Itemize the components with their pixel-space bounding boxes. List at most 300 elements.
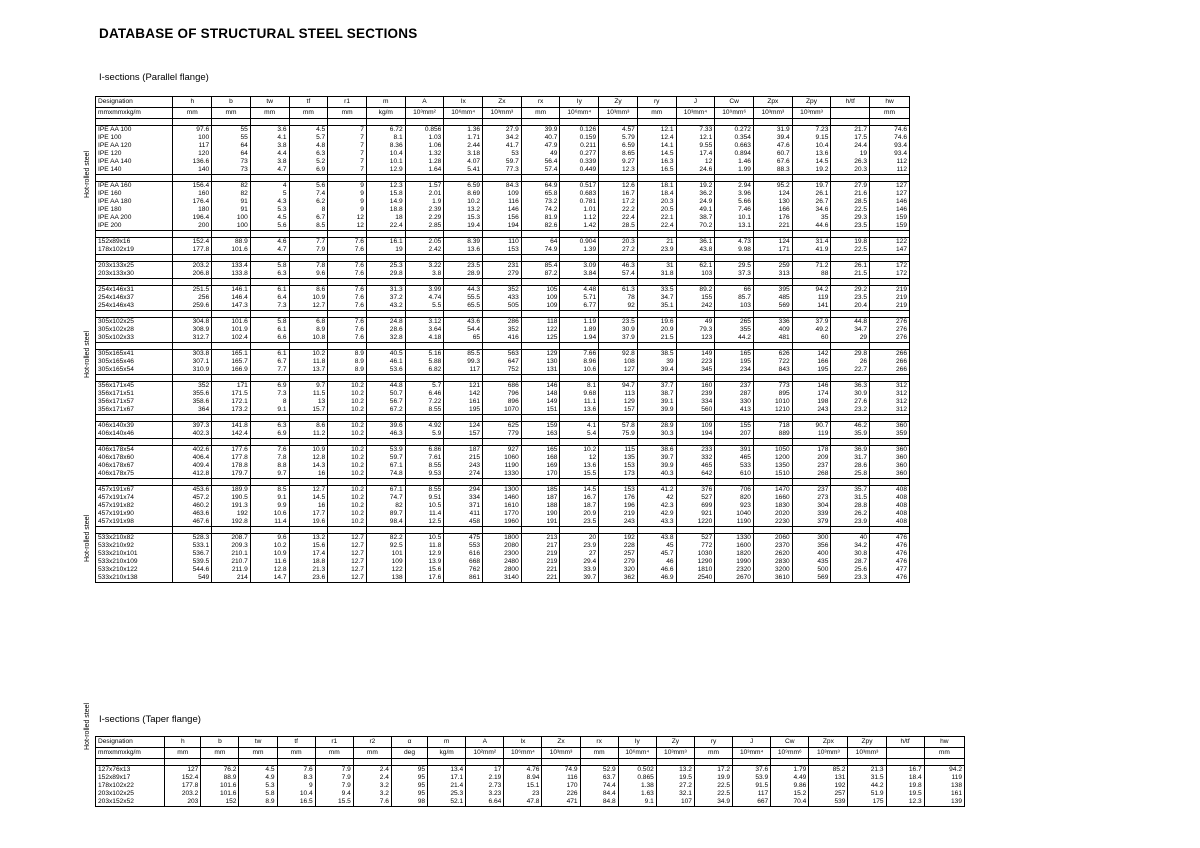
value-cell: 25.8 bbox=[831, 470, 870, 479]
value-cell: 6.2 bbox=[289, 198, 328, 206]
value-cell: 11.8 bbox=[289, 358, 328, 366]
table-row bbox=[96, 238, 910, 247]
value-cell: 13.9 bbox=[405, 558, 444, 566]
value-cell: 8.8 bbox=[250, 462, 289, 470]
value-cell: 773 bbox=[753, 382, 792, 391]
header-cell: h/tf bbox=[886, 737, 924, 748]
value-cell: 1.06 bbox=[405, 142, 444, 150]
value-cell: 74.9 bbox=[521, 246, 560, 255]
spacer-cell bbox=[405, 231, 444, 238]
value-cell: 307.1 bbox=[173, 358, 212, 366]
value-cell: 6.1 bbox=[250, 286, 289, 295]
value-cell: 9.51 bbox=[405, 494, 444, 502]
spacer-cell bbox=[694, 759, 732, 766]
value-cell: 101.6 bbox=[201, 790, 239, 798]
value-cell: 5.3 bbox=[250, 206, 289, 214]
value-cell: 23.9 bbox=[637, 246, 676, 255]
spacer-cell bbox=[753, 343, 792, 350]
header-cell: Zpy bbox=[792, 97, 831, 108]
table-row bbox=[96, 126, 910, 135]
value-cell: 923 bbox=[715, 502, 754, 510]
value-cell: 334 bbox=[444, 494, 483, 502]
value-cell: 15.6 bbox=[405, 566, 444, 574]
spacer-cell bbox=[328, 231, 367, 238]
spacer-cell bbox=[831, 311, 870, 318]
value-cell: 5.5 bbox=[405, 302, 444, 311]
designation-cell: 305x165x54 bbox=[96, 366, 173, 375]
value-cell: 64.9 bbox=[521, 182, 560, 191]
value-cell: 7.6 bbox=[328, 318, 367, 327]
value-cell: 13.2 bbox=[289, 534, 328, 543]
value-cell: 2540 bbox=[676, 574, 715, 583]
spacer-cell bbox=[173, 415, 212, 422]
value-cell: 60.7 bbox=[753, 150, 792, 158]
value-cell: 752 bbox=[483, 366, 522, 375]
spacer-cell bbox=[444, 175, 483, 182]
table-row bbox=[96, 486, 910, 495]
value-cell: 1220 bbox=[676, 518, 715, 527]
value-cell: 6.3 bbox=[250, 270, 289, 279]
value-cell: 28.9 bbox=[637, 422, 676, 431]
designation-cell: 406x178x67 bbox=[96, 462, 173, 470]
spacer-cell bbox=[637, 255, 676, 262]
spacer-cell bbox=[405, 175, 444, 182]
value-cell: 122 bbox=[870, 238, 910, 247]
value-cell: 25.3 bbox=[366, 262, 405, 271]
header-cell: mm bbox=[277, 748, 315, 759]
header-cell: J bbox=[676, 97, 715, 108]
value-cell: 0.856 bbox=[405, 126, 444, 135]
value-cell: 195 bbox=[792, 366, 831, 375]
value-cell: 148 bbox=[521, 390, 560, 398]
value-cell: 9.1 bbox=[250, 406, 289, 415]
side-label-1: Hot-rolled steel bbox=[84, 150, 91, 198]
value-cell: 93.4 bbox=[870, 142, 910, 150]
value-cell: 569 bbox=[792, 574, 831, 583]
value-cell: 152.4 bbox=[173, 238, 212, 247]
value-cell: 1.12 bbox=[560, 214, 599, 222]
table-row bbox=[96, 534, 910, 543]
value-cell: 16.7 bbox=[560, 494, 599, 502]
value-cell: 31.7 bbox=[831, 454, 870, 462]
value-cell: 2.44 bbox=[444, 142, 483, 150]
value-cell: 117 bbox=[173, 142, 212, 150]
value-cell: 15.5 bbox=[315, 798, 353, 807]
value-cell: 95.2 bbox=[753, 182, 792, 191]
value-cell: 10.5 bbox=[405, 502, 444, 510]
spacer-cell bbox=[405, 343, 444, 350]
value-cell: 9 bbox=[277, 782, 315, 790]
value-cell: 74.6 bbox=[870, 126, 910, 135]
spacer-cell bbox=[831, 527, 870, 534]
spacer-cell bbox=[870, 279, 910, 286]
spacer-cell bbox=[212, 527, 251, 534]
value-cell: 38.6 bbox=[637, 446, 676, 455]
value-cell: 20.4 bbox=[831, 302, 870, 311]
spacer-cell bbox=[173, 479, 212, 486]
value-cell: 243 bbox=[599, 518, 638, 527]
value-cell: 339 bbox=[792, 510, 831, 518]
header-cell: 10³mm⁴ bbox=[733, 748, 771, 759]
value-cell: 47.9 bbox=[521, 142, 560, 150]
value-cell: 129 bbox=[521, 350, 560, 359]
value-cell: 312 bbox=[870, 382, 910, 391]
table-row bbox=[96, 286, 910, 295]
value-cell: 57.8 bbox=[599, 422, 638, 431]
table-row bbox=[96, 150, 910, 158]
value-cell: 130 bbox=[753, 198, 792, 206]
value-cell: 10.2 bbox=[328, 486, 367, 495]
value-cell: 26.2 bbox=[831, 510, 870, 518]
value-cell: 310.9 bbox=[173, 366, 212, 375]
value-cell: 29.5 bbox=[715, 262, 754, 271]
header-cell: 10⁹mm⁶ bbox=[771, 748, 809, 759]
value-cell: 121 bbox=[444, 382, 483, 391]
value-cell: 93.4 bbox=[870, 150, 910, 158]
spacer-cell bbox=[444, 279, 483, 286]
value-cell: 10.6 bbox=[250, 510, 289, 518]
group-spacer bbox=[96, 279, 910, 286]
spacer-cell bbox=[328, 375, 367, 382]
spacer-cell bbox=[96, 759, 165, 766]
spacer-cell bbox=[676, 119, 715, 126]
value-cell: 6.86 bbox=[405, 446, 444, 455]
spacer-cell bbox=[831, 343, 870, 350]
designation-cell: 533x210x92 bbox=[96, 542, 173, 550]
value-cell: 308.9 bbox=[173, 326, 212, 334]
value-cell: 0.781 bbox=[560, 198, 599, 206]
value-cell: 11.2 bbox=[289, 430, 328, 439]
spacer-cell bbox=[212, 415, 251, 422]
value-cell: 192 bbox=[599, 534, 638, 543]
designation-cell: 305x102x25 bbox=[96, 318, 173, 327]
value-cell: 1.39 bbox=[560, 246, 599, 255]
value-cell: 24.9 bbox=[676, 198, 715, 206]
spacer-cell bbox=[870, 343, 910, 350]
value-cell: 33.9 bbox=[560, 566, 599, 574]
value-cell: 39.9 bbox=[521, 126, 560, 135]
value-cell: 7.33 bbox=[676, 126, 715, 135]
value-cell: 6.4 bbox=[250, 294, 289, 302]
value-cell: 23.5 bbox=[444, 262, 483, 271]
value-cell: 16.1 bbox=[366, 238, 405, 247]
spacer-cell bbox=[753, 119, 792, 126]
value-cell: 13.6 bbox=[560, 462, 599, 470]
value-cell: 5.7 bbox=[289, 134, 328, 142]
value-cell: 228 bbox=[599, 542, 638, 550]
spacer-cell bbox=[753, 311, 792, 318]
value-cell: 1990 bbox=[715, 558, 754, 566]
designation-cell: 203x152x52 bbox=[96, 798, 165, 807]
value-cell: 1300 bbox=[483, 486, 522, 495]
value-cell: 127 bbox=[870, 182, 910, 191]
header-cell: h bbox=[173, 97, 212, 108]
value-cell: 19.8 bbox=[886, 782, 924, 790]
value-cell: 560 bbox=[676, 406, 715, 415]
value-cell: 30.9 bbox=[599, 326, 638, 334]
designation-cell: 305x102x33 bbox=[96, 334, 173, 343]
value-cell: 39.4 bbox=[637, 366, 676, 375]
value-cell: 14.3 bbox=[289, 462, 328, 470]
value-cell: 108 bbox=[599, 358, 638, 366]
spacer-cell bbox=[173, 231, 212, 238]
spacer-cell bbox=[96, 255, 173, 262]
value-cell: 10.2 bbox=[250, 542, 289, 550]
spacer-cell bbox=[676, 231, 715, 238]
value-cell: 189.9 bbox=[212, 486, 251, 495]
value-cell: 9 bbox=[328, 206, 367, 214]
value-cell: 133.4 bbox=[212, 262, 251, 271]
value-cell: 117 bbox=[444, 366, 483, 375]
value-cell: 101.6 bbox=[212, 246, 251, 255]
value-cell: 56.7 bbox=[366, 398, 405, 406]
value-cell: 1190 bbox=[483, 462, 522, 470]
value-cell: 59.7 bbox=[483, 158, 522, 166]
spacer-cell bbox=[637, 415, 676, 422]
spacer-cell bbox=[599, 343, 638, 350]
value-cell: 239 bbox=[676, 390, 715, 398]
header-cell: kg/m bbox=[366, 108, 405, 119]
spacer-cell bbox=[676, 479, 715, 486]
spacer-cell bbox=[676, 527, 715, 534]
value-cell: 12.6 bbox=[599, 182, 638, 191]
header-cell: rx bbox=[580, 737, 618, 748]
value-cell: 28.9 bbox=[444, 270, 483, 279]
value-cell: 5.88 bbox=[405, 358, 444, 366]
value-cell: 95 bbox=[391, 790, 427, 798]
value-cell: 113 bbox=[599, 390, 638, 398]
value-cell: 7.9 bbox=[315, 766, 353, 775]
value-cell: 40 bbox=[831, 534, 870, 543]
value-cell: 56.4 bbox=[521, 158, 560, 166]
value-cell: 3.8 bbox=[405, 270, 444, 279]
value-cell: 12.3 bbox=[366, 182, 405, 191]
value-cell: 268 bbox=[792, 470, 831, 479]
value-cell: 122 bbox=[521, 326, 560, 334]
value-cell: 896 bbox=[483, 398, 522, 406]
spacer-cell bbox=[483, 231, 522, 238]
designation-cell: 533x210x109 bbox=[96, 558, 173, 566]
value-cell: 408 bbox=[870, 494, 910, 502]
value-cell: 64 bbox=[212, 150, 251, 158]
value-cell: 37.7 bbox=[637, 382, 676, 391]
value-cell: 345 bbox=[676, 366, 715, 375]
value-cell: 8.9 bbox=[328, 350, 367, 359]
value-cell: 31.9 bbox=[753, 126, 792, 135]
value-cell: 10.2 bbox=[560, 446, 599, 455]
designation-cell: 203x133x30 bbox=[96, 270, 173, 279]
spacer-cell bbox=[715, 343, 754, 350]
table-row bbox=[96, 766, 965, 775]
value-cell: 22.5 bbox=[694, 782, 732, 790]
value-cell: 46 bbox=[637, 558, 676, 566]
value-cell: 89.7 bbox=[366, 510, 405, 518]
spacer-cell bbox=[870, 527, 910, 534]
value-cell: 10.5 bbox=[405, 534, 444, 543]
spacer-cell bbox=[870, 439, 910, 446]
table-row bbox=[96, 398, 910, 406]
value-cell: 352 bbox=[483, 286, 522, 295]
value-cell: 1820 bbox=[715, 550, 754, 558]
value-cell: 103 bbox=[715, 302, 754, 311]
value-cell: 119 bbox=[792, 430, 831, 439]
value-cell: 259 bbox=[753, 262, 792, 271]
value-cell: 35.9 bbox=[831, 430, 870, 439]
value-cell: 187 bbox=[444, 446, 483, 455]
value-cell: 5.7 bbox=[405, 382, 444, 391]
spacer-cell bbox=[848, 759, 886, 766]
value-cell: 9 bbox=[328, 190, 367, 198]
spacer-cell bbox=[753, 279, 792, 286]
value-cell: 21.5 bbox=[637, 334, 676, 343]
value-cell: 31.4 bbox=[792, 238, 831, 247]
header-cell: Zy bbox=[599, 97, 638, 108]
spacer-cell bbox=[328, 279, 367, 286]
spacer-cell bbox=[212, 439, 251, 446]
spacer-cell bbox=[831, 479, 870, 486]
value-cell: 12.7 bbox=[328, 550, 367, 558]
value-cell: 21.3 bbox=[289, 566, 328, 574]
value-cell: 6.1 bbox=[250, 326, 289, 334]
value-cell: 39.4 bbox=[753, 134, 792, 142]
value-cell: 6.6 bbox=[250, 334, 289, 343]
spacer-cell bbox=[870, 375, 910, 382]
value-cell: 95 bbox=[391, 774, 427, 782]
side-label-2: Hot-rolled steel bbox=[84, 330, 91, 378]
value-cell: 8.9 bbox=[328, 366, 367, 375]
value-cell: 38.5 bbox=[637, 350, 676, 359]
value-cell: 7 bbox=[328, 142, 367, 150]
value-cell: 23.6 bbox=[289, 574, 328, 583]
value-cell: 94.2 bbox=[792, 286, 831, 295]
designation-cell: 254x146x31 bbox=[96, 286, 173, 295]
value-cell: 4.7 bbox=[250, 246, 289, 255]
value-cell: 4.5 bbox=[250, 214, 289, 222]
header-cell: 10⁶mm⁴ bbox=[444, 108, 483, 119]
value-cell: 157 bbox=[444, 430, 483, 439]
value-cell: 477 bbox=[870, 566, 910, 574]
value-cell: 397.3 bbox=[173, 422, 212, 431]
value-cell: 352 bbox=[173, 382, 212, 391]
value-cell: 146 bbox=[792, 382, 831, 391]
value-cell: 1770 bbox=[483, 510, 522, 518]
designation-cell: 305x102x28 bbox=[96, 326, 173, 334]
spacer-cell bbox=[366, 231, 405, 238]
value-cell: 476 bbox=[870, 550, 910, 558]
spacer-cell bbox=[212, 375, 251, 382]
spacer-cell bbox=[521, 479, 560, 486]
table-row bbox=[96, 470, 910, 479]
value-cell: 476 bbox=[870, 542, 910, 550]
header-cell: mm bbox=[315, 748, 353, 759]
spacer-cell bbox=[96, 527, 173, 534]
header-cell: 10³mm³ bbox=[483, 108, 522, 119]
spacer-cell bbox=[676, 415, 715, 422]
value-cell: 0.272 bbox=[715, 126, 754, 135]
designation-cell: 356x171x57 bbox=[96, 398, 173, 406]
value-cell: 8.5 bbox=[250, 486, 289, 495]
spacer-cell bbox=[366, 311, 405, 318]
value-cell: 4.5 bbox=[239, 766, 277, 775]
value-cell: 122 bbox=[366, 566, 405, 574]
table-row bbox=[96, 774, 965, 782]
spacer-cell bbox=[715, 527, 754, 534]
header-cell: α bbox=[391, 737, 427, 748]
value-cell: 1.63 bbox=[618, 790, 656, 798]
value-cell: 10.1 bbox=[715, 214, 754, 222]
value-cell: 210.7 bbox=[212, 558, 251, 566]
spacer-cell bbox=[405, 415, 444, 422]
spacer-cell bbox=[366, 527, 405, 534]
header-cell: Zy bbox=[656, 737, 694, 748]
value-cell: 1.01 bbox=[560, 206, 599, 214]
value-cell: 171.5 bbox=[212, 390, 251, 398]
value-cell: 46.3 bbox=[366, 430, 405, 439]
value-cell: 1030 bbox=[676, 550, 715, 558]
spacer-cell bbox=[733, 759, 771, 766]
value-cell: 13.2 bbox=[656, 766, 694, 775]
value-cell: 8.55 bbox=[405, 462, 444, 470]
spacer-cell bbox=[173, 311, 212, 318]
value-cell: 67.2 bbox=[366, 406, 405, 415]
header-cell: Ix bbox=[444, 97, 483, 108]
value-cell: 49.2 bbox=[792, 326, 831, 334]
spacer-cell bbox=[870, 415, 910, 422]
value-cell: 165 bbox=[715, 350, 754, 359]
value-cell: 91.5 bbox=[733, 782, 771, 790]
table-row bbox=[96, 782, 965, 790]
designation-cell: 457x191x90 bbox=[96, 510, 173, 518]
value-cell: 11.1 bbox=[560, 398, 599, 406]
value-cell: 416 bbox=[483, 334, 522, 343]
value-cell: 127 bbox=[870, 190, 910, 198]
spacer-cell bbox=[870, 175, 910, 182]
spacer-cell bbox=[792, 439, 831, 446]
value-cell: 45.7 bbox=[637, 550, 676, 558]
value-cell: 243 bbox=[792, 406, 831, 415]
value-cell: 156 bbox=[483, 214, 522, 222]
table-row bbox=[96, 430, 910, 439]
value-cell: 13 bbox=[289, 398, 328, 406]
value-cell: 210.1 bbox=[212, 550, 251, 558]
spacer-cell bbox=[792, 119, 831, 126]
parallel-subtitle: I-sections (Parallel flange) bbox=[99, 72, 209, 83]
value-cell: 1610 bbox=[483, 502, 522, 510]
header-cell: Zx bbox=[483, 97, 522, 108]
spacer-cell bbox=[753, 415, 792, 422]
value-cell: 376 bbox=[676, 486, 715, 495]
value-cell: 395 bbox=[753, 286, 792, 295]
value-cell: 9.4 bbox=[315, 790, 353, 798]
value-cell: 44.6 bbox=[792, 222, 831, 231]
spacer-cell bbox=[521, 119, 560, 126]
value-cell: 0.865 bbox=[618, 774, 656, 782]
spacer-cell bbox=[831, 175, 870, 182]
table-row bbox=[96, 406, 910, 415]
designation-cell: 457x191x98 bbox=[96, 518, 173, 527]
header-cell: Iy bbox=[618, 737, 656, 748]
spacer-cell bbox=[212, 231, 251, 238]
value-cell: 103 bbox=[676, 270, 715, 279]
value-cell: 12.1 bbox=[637, 126, 676, 135]
value-cell: 176 bbox=[599, 494, 638, 502]
value-cell: 21.3 bbox=[848, 766, 886, 775]
value-cell: 42.9 bbox=[637, 510, 676, 518]
table-row bbox=[96, 798, 965, 807]
value-cell: 49 bbox=[676, 318, 715, 327]
value-cell: 400 bbox=[792, 550, 831, 558]
spacer-cell bbox=[715, 415, 754, 422]
